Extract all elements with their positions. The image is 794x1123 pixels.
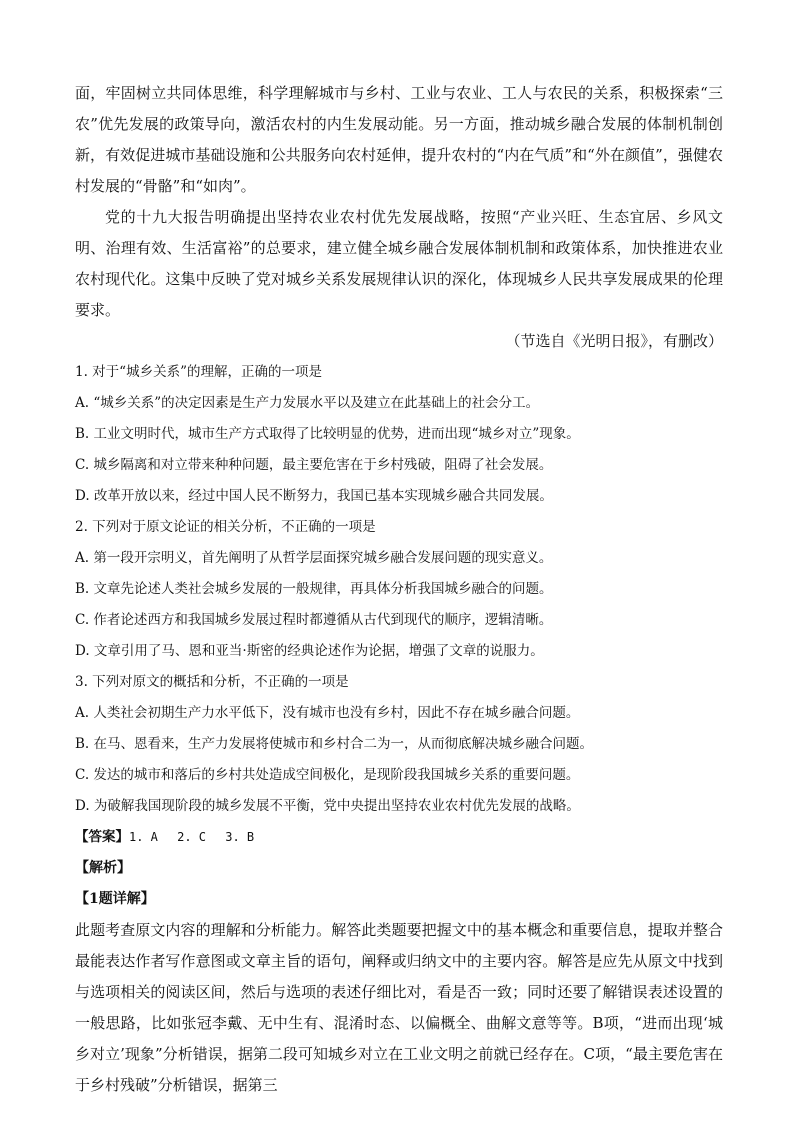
option-a: A. 人类社会初期生产力水平低下，没有城市也没有乡村，因此不存在城乡融合问题。 [75, 705, 580, 721]
option-b: B. 文章先论述人类社会城乡发展的一般规律，再具体分析我国城乡融合的问题。 [75, 581, 553, 597]
question-stem: 1. 对于“城乡关系”的理解，正确的一项是 [75, 364, 322, 380]
option-b: B. 工业文明时代，城市生产方式取得了比较明显的优势，进而出现“城乡对立”现象。 [75, 426, 580, 442]
analysis-heading: 【解析】 [75, 860, 131, 876]
option-c: C. 城乡隔离和对立带来种种问题，最主要危害在于乡村残破，阻碍了社会发展。 [75, 457, 553, 473]
question-stem: 3. 下列对原文的概括和分析，不正确的一项是 [75, 674, 349, 690]
detail-text: 此题考查原文内容的理解和分析能力。解答此类题要把握文中的基本概念和重要信息，提取并整合最能表达作者写作意图或文章主旨的语句，阐释或归纳文中的主要内容。解答是应先从原文中找到与选项相关的阅读区间，然后与选项的表述仔细比对，看是否一致；同时还要了解错误表述设置的一般思路，比如张冠李戴、无中生有、混淆时态、以偏概全、曲解文意等等。B项，“进而出现‘城乡对立’现象”分析错误，据第二段可知城乡对立在工业文明之前就已经存在。C项，“最主要危害在于乡村残破”分析错误，据第三 [75, 921, 723, 1094]
passage-source: （节选自《光明日报》，有删改） [505, 332, 723, 350]
option-c: C. 发达的城市和落后的乡村共处造成空间极化，是现阶段我国城乡关系的重要问题。 [75, 767, 580, 783]
answer-values: 1. A 2. C 3. B [129, 830, 255, 844]
question-3 [75, 667, 723, 822]
question-2 [75, 512, 723, 667]
answer-line [75, 822, 723, 853]
option-d: D. 改革开放以来，经过中国人民不断努力，我国已基本实现城乡融合共同发展。 [75, 488, 553, 504]
option-a: A. 第一段开宗明义，首先阐明了从哲学层面探究城乡融合发展问题的现实意义。 [75, 550, 553, 566]
answer-label: 【答案】 [75, 829, 129, 845]
passage-paragraph-1: 面，牢固树立共同体思维，科学理解城市与乡村、工业与农业、工人与农民的关系，积极探索“三农”优先发展的政策导向，激活农村的内生发展动能。另一方面，推动城乡融合发展的体制机制创新，有效促进城市基础设施和公共服务向农村延伸，提升农村的“内在气质”和“外在颜值”，强健农村发展的“骨骼”和“如肉”。 [75, 84, 723, 195]
detail-heading: 【1题详解】 [75, 891, 155, 907]
question-stem: 2. 下列对于原文论证的相关分析，不正确的一项是 [75, 519, 376, 535]
option-b: B. 在马、恩看来，生产力发展将使城市和乡村合二为一，从而彻底解决城乡融合问题。 [75, 736, 594, 752]
option-c: C. 作者论述西方和我国城乡发展过程时都遵循从古代到现代的顺序，逻辑清晰。 [75, 612, 553, 628]
option-a: A. “城乡关系”的决定因素是生产力发展水平以及建立在此基础上的社会分工。 [75, 395, 540, 411]
question-1 [75, 357, 723, 512]
option-d: D. 为破解我国现阶段的城乡发展不平衡，党中央提出坚持农业农村优先发展的战略。 [75, 798, 580, 814]
document-page [75, 78, 723, 1101]
passage-paragraph-2: 党的十九大报告明确提出坚持农业农村优先发展战略，按照“产业兴旺、生态宜居、乡风文明、治理有效、生活富裕”的总要求，建立健全城乡融合发展体制机制和政策体系，加快推进农业农村现代化。这集中反映了党对城乡关系发展规律认识的深化，体现城乡人民共享发展成果的伦理要求。 [75, 208, 723, 319]
option-d: D. 文章引用了马、恩和亚当·斯密的经典论述作为论据，增强了文章的说服力。 [75, 643, 544, 659]
